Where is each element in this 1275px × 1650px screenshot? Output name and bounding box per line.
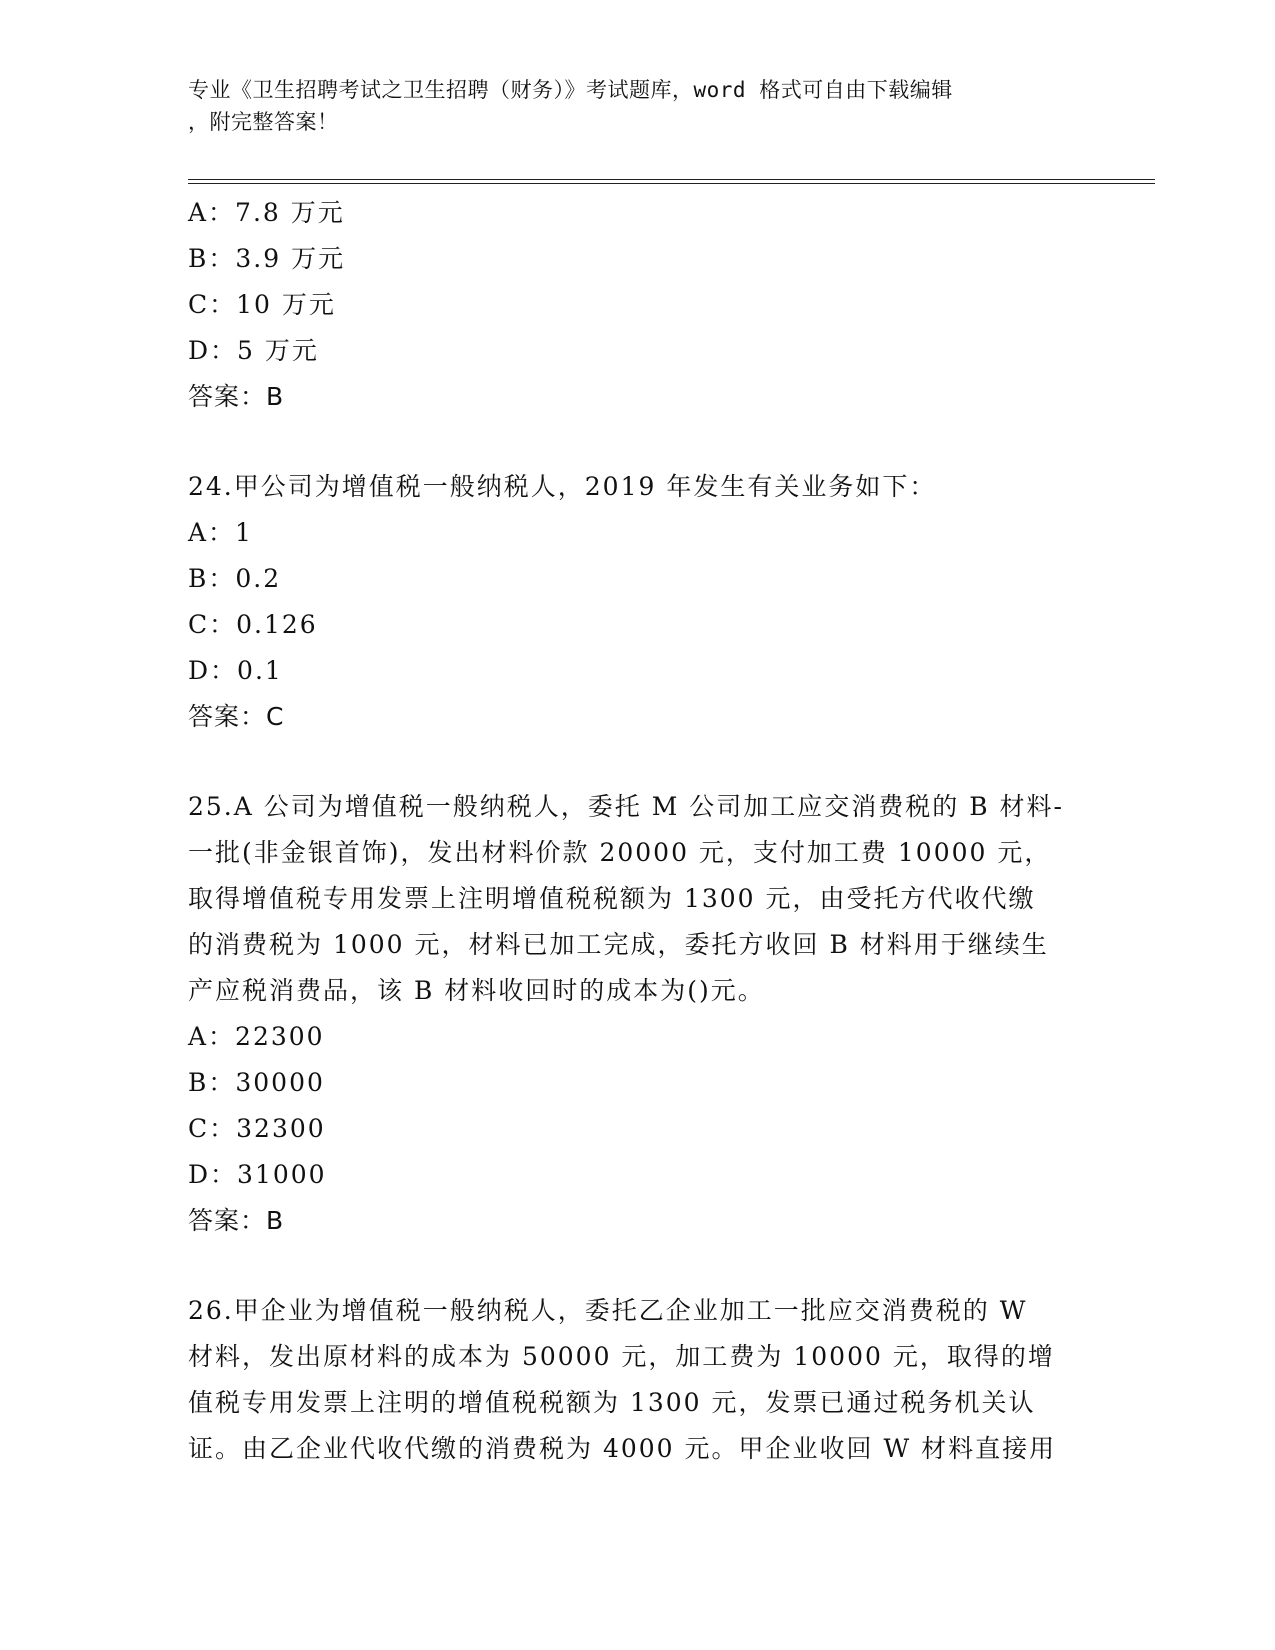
- option-c: C：10 万元: [188, 290, 336, 319]
- header-line-1: 专业《卫生招聘考试之卫生招聘（财务）》考试题库，word 格式可自由下载编辑: [188, 78, 953, 102]
- header-rule-top: [188, 179, 1155, 180]
- answer: 答案：B: [188, 1206, 285, 1235]
- option-d: D：5 万元: [188, 336, 319, 365]
- question-stem-line: 材料，发出原材料的成本为 50000 元，加工费为 10000 元，取得的增: [188, 1342, 1055, 1371]
- spacer: [188, 1244, 1088, 1288]
- answer: 答案：C: [188, 702, 285, 731]
- question-stem-line: 证。由乙企业代收代缴的消费税为 4000 元。甲企业收回 W 材料直接用: [188, 1434, 1057, 1463]
- option-a: A：22300: [188, 1022, 325, 1051]
- document-header: [188, 74, 1068, 138]
- question-23: [188, 190, 1088, 420]
- question-stem: 24.甲公司为增值税一般纳税人，2019 年发生有关业务如下：: [188, 472, 937, 501]
- option-c: C：32300: [188, 1114, 326, 1143]
- option-d: D：31000: [188, 1160, 327, 1189]
- option-b: B：30000: [188, 1068, 325, 1097]
- option-d: D：0.1: [188, 656, 283, 685]
- question-stem-line: 产应税消费品，该 B 材料收回时的成本为()元。: [188, 976, 765, 1005]
- question-stem-line: 取得增值税专用发票上注明增值税税额为 1300 元，由受托方代收代缴: [188, 884, 1036, 913]
- question-stem-line: 一批(非金银首饰)，发出材料价款 20000 元，支付加工费 10000 元，: [188, 838, 1052, 867]
- question-25: [188, 784, 1088, 1244]
- question-26: [188, 1288, 1088, 1472]
- question-stem-line: 26.甲企业为增值税一般纳税人，委托乙企业加工一批应交消费税的 W: [188, 1296, 1028, 1325]
- question-stem-line: 值税专用发票上注明的增值税税额为 1300 元，发票已通过税务机关认: [188, 1388, 1036, 1417]
- header-rule-bottom: [188, 183, 1155, 184]
- header-line-2: ，附完整答案！: [188, 110, 339, 134]
- spacer: [188, 420, 1088, 464]
- option-b: B：3.9 万元: [188, 244, 346, 273]
- option-c: C：0.126: [188, 610, 318, 639]
- question-stem-line: 的消费税为 1000 元，材料已加工完成，委托方收回 B 材料用于继续生: [188, 930, 1049, 959]
- option-b: B：0.2: [188, 564, 282, 593]
- option-a: A：7.8 万元: [188, 198, 345, 227]
- answer: 答案：B: [188, 382, 285, 411]
- question-stem-line: 25.A 公司为增值税一般纳税人，委托 M 公司加工应交消费税的 B 材料-: [188, 792, 1064, 821]
- spacer: [188, 740, 1088, 784]
- question-list: [188, 190, 1088, 1472]
- question-24: [188, 464, 1088, 740]
- option-a: A：1: [188, 518, 253, 547]
